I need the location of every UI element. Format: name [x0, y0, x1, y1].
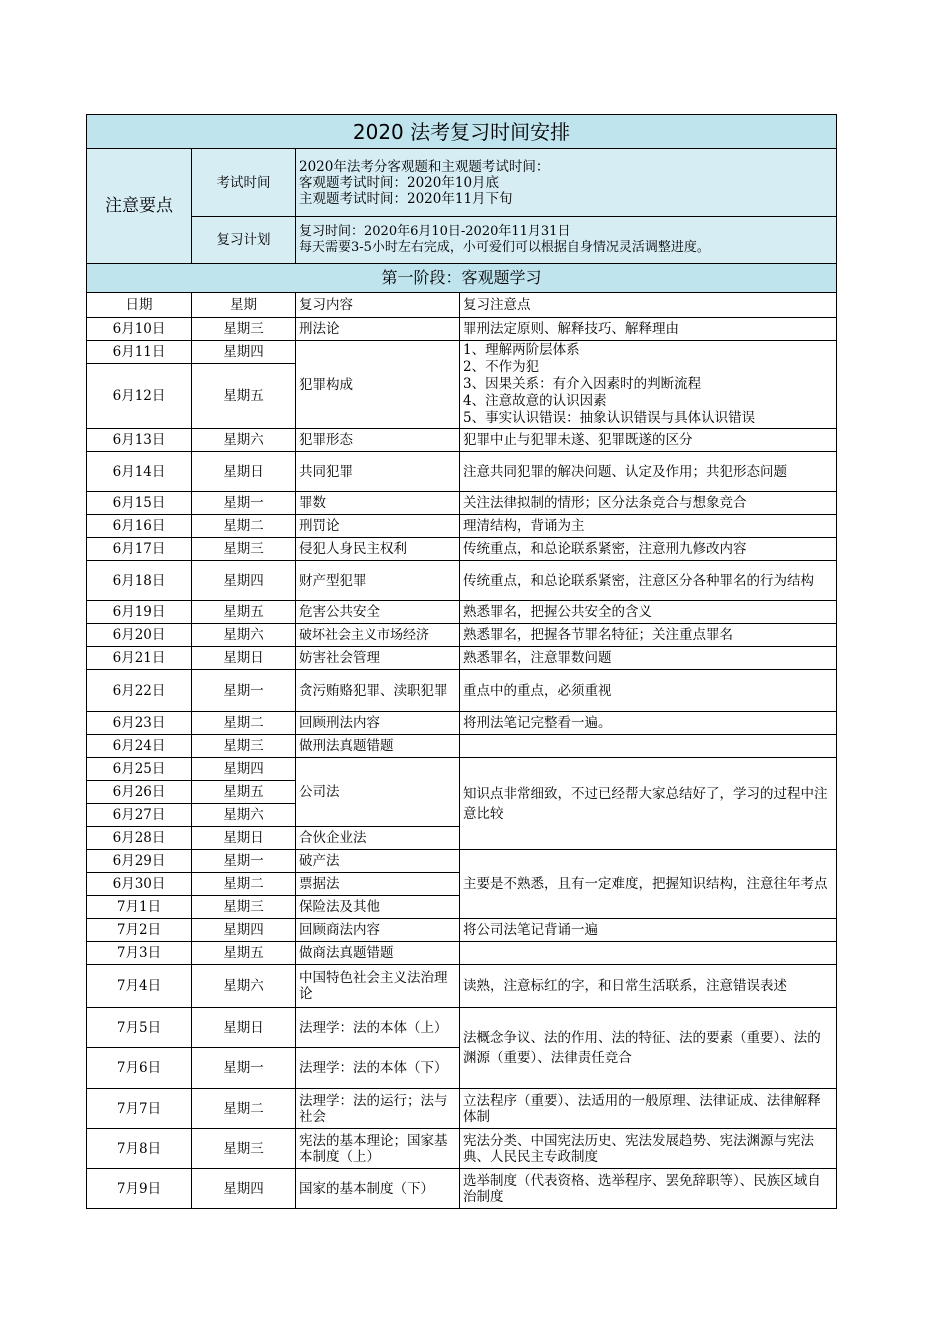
note-cell: 选举制度（代表资格、选举程序、罢免辞职等）、民族区域自治制度: [460, 1169, 837, 1209]
plan-line: 每天需要3-5小时左右完成，小可爱们可以根据自身情况灵活调整进度。: [299, 240, 710, 255]
date-cell: 6月26日: [87, 781, 192, 804]
note-cell: 理清结构，背诵为主: [460, 515, 837, 538]
date-cell: 7月7日: [87, 1089, 192, 1129]
note-cell: 1、理解两阶层体系 2、不作为犯 3、因果关系：有介入因素时的判断流程 4、注意故意的认识因素 5、事实认识错误：抽象认识错误与具体认识错误: [460, 341, 837, 429]
content-cell: 票据法: [296, 873, 460, 896]
date-cell: 7月4日: [87, 965, 192, 1008]
date-cell: 6月12日: [87, 364, 192, 429]
note-cell: 重点中的重点，必须重视: [460, 670, 837, 712]
weekday-cell: 星期六: [192, 429, 296, 452]
content-cell: 回顾刑法内容: [296, 712, 460, 735]
note-cell: 将刑法笔记完整看一遍。: [460, 712, 837, 735]
weekday-cell: 星期五: [192, 942, 296, 965]
notice-heading: 注意要点: [87, 149, 192, 264]
content-cell: 法理学：法的本体（下）: [296, 1048, 460, 1089]
weekday-cell: 星期五: [192, 781, 296, 804]
weekday-cell: 星期日: [192, 1008, 296, 1048]
weekday-cell: 星期日: [192, 452, 296, 492]
date-cell: 7月2日: [87, 919, 192, 942]
date-cell: 6月17日: [87, 538, 192, 561]
date-cell: 6月28日: [87, 827, 192, 850]
date-cell: 6月19日: [87, 601, 192, 624]
weekday-cell: 星期六: [192, 624, 296, 647]
note-cell: 传统重点，和总论联系紧密，注意刑九修改内容: [460, 538, 837, 561]
content-cell: 保险法及其他: [296, 896, 460, 919]
note-cell: 知识点非常细致，不过已经帮大家总结好了，学习的过程中注意比较: [460, 758, 837, 850]
date-cell: 6月18日: [87, 561, 192, 601]
note-cell: 关注法律拟制的情形；区分法条竞合与想象竞合: [460, 492, 837, 515]
content-cell: 罪数: [296, 492, 460, 515]
column-header-content: 复习内容: [296, 293, 460, 318]
content-cell: 破产法: [296, 850, 460, 873]
column-header-weekday: 星期: [192, 293, 296, 318]
date-cell: 6月15日: [87, 492, 192, 515]
date-cell: 6月14日: [87, 452, 192, 492]
exam-time-line: 2020年法考分客观题和主观题考试时间：: [299, 158, 550, 175]
note-cell: 熟悉罪名，注意罪数问题: [460, 647, 837, 670]
note-cell: 熟悉罪名，把握各节罪名特征；关注重点罪名: [460, 624, 837, 647]
note-cell: [460, 735, 837, 758]
column-header-date: 日期: [87, 293, 192, 318]
date-cell: 6月16日: [87, 515, 192, 538]
content-cell: 共同犯罪: [296, 452, 460, 492]
weekday-cell: 星期二: [192, 1089, 296, 1129]
date-cell: 6月20日: [87, 624, 192, 647]
date-cell: 6月11日: [87, 341, 192, 364]
content-cell: 财产型犯罪: [296, 561, 460, 601]
note-cell: 传统重点，和总论联系紧密，注意区分各种罪名的行为结构: [460, 561, 837, 601]
weekday-cell: 星期三: [192, 1129, 296, 1169]
content-cell: 刑罚论: [296, 515, 460, 538]
content-cell: 侵犯人身民主权利: [296, 538, 460, 561]
date-cell: 7月9日: [87, 1169, 192, 1209]
weekday-cell: 星期二: [192, 515, 296, 538]
weekday-cell: 星期六: [192, 965, 296, 1008]
content-cell: 法理学：法的本体（上）: [296, 1008, 460, 1048]
weekday-cell: 星期四: [192, 341, 296, 364]
note-cell: 熟悉罪名，把握公共安全的含义: [460, 601, 837, 624]
date-cell: 6月21日: [87, 647, 192, 670]
date-cell: 7月3日: [87, 942, 192, 965]
date-cell: 6月25日: [87, 758, 192, 781]
weekday-cell: 星期三: [192, 538, 296, 561]
date-cell: 7月6日: [87, 1048, 192, 1089]
content-cell: 妨害社会管理: [296, 647, 460, 670]
exam-time-line: 客观题考试时间：2020年10月底: [299, 174, 500, 191]
weekday-cell: 星期五: [192, 364, 296, 429]
exam-time-text: [296, 149, 837, 217]
date-cell: 7月1日: [87, 896, 192, 919]
weekday-cell: 星期五: [192, 601, 296, 624]
plan-line: 复习时间：2020年6月10日-2020年11月31日: [299, 224, 571, 239]
content-cell: 宪法的基本理论；国家基本制度（上）: [296, 1129, 460, 1169]
stage-heading: 第一阶段：客观题学习: [87, 264, 837, 293]
weekday-cell: 星期三: [192, 896, 296, 919]
note-cell: 将公司法笔记背诵一遍: [460, 919, 837, 942]
schedule-table: [86, 114, 837, 1209]
weekday-cell: 星期一: [192, 850, 296, 873]
plan-label: 复习计划: [192, 217, 296, 264]
note-cell: [460, 942, 837, 965]
weekday-cell: 星期四: [192, 1169, 296, 1209]
page-title: 2020 法考复习时间安排: [87, 115, 837, 149]
date-cell: 6月23日: [87, 712, 192, 735]
weekday-cell: 星期一: [192, 1048, 296, 1089]
content-cell: 破坏社会主义市场经济: [296, 624, 460, 647]
weekday-cell: 星期六: [192, 804, 296, 827]
date-cell: 6月30日: [87, 873, 192, 896]
date-cell: 6月24日: [87, 735, 192, 758]
date-cell: 7月5日: [87, 1008, 192, 1048]
exam-time-line: 主观题考试时间：2020年11月下旬: [299, 190, 513, 207]
weekday-cell: 星期二: [192, 712, 296, 735]
note-cell: 法概念争议、法的作用、法的特征、法的要素（重要）、法的渊源（重要）、法律责任竞合: [460, 1008, 837, 1089]
plan-text: [296, 217, 837, 264]
note-cell: 罪刑法定原则、解释技巧、解释理由: [460, 318, 837, 341]
note-cell: 犯罪中止与犯罪未遂、犯罪既遂的区分: [460, 429, 837, 452]
content-cell: 刑法论: [296, 318, 460, 341]
content-cell: 合伙企业法: [296, 827, 460, 850]
weekday-cell: 星期一: [192, 492, 296, 515]
weekday-cell: 星期一: [192, 670, 296, 712]
weekday-cell: 星期四: [192, 561, 296, 601]
content-cell: 法理学：法的运行；法与社会: [296, 1089, 460, 1129]
schedule-sheet: [86, 114, 836, 1209]
content-cell: 犯罪形态: [296, 429, 460, 452]
weekday-cell: 星期四: [192, 758, 296, 781]
content-cell: 国家的基本制度（下）: [296, 1169, 460, 1209]
weekday-cell: 星期四: [192, 919, 296, 942]
content-cell: 中国特色社会主义法治理论: [296, 965, 460, 1008]
weekday-cell: 星期二: [192, 873, 296, 896]
date-cell: 6月22日: [87, 670, 192, 712]
note-cell: 读熟，注意标红的字，和日常生活联系，注意错误表述: [460, 965, 837, 1008]
exam-time-label: 考试时间: [192, 149, 296, 217]
content-cell: 危害公共安全: [296, 601, 460, 624]
weekday-cell: 星期日: [192, 827, 296, 850]
note-cell: 主要是不熟悉，且有一定难度，把握知识结构，注意往年考点: [460, 850, 837, 919]
column-header-note: 复习注意点: [460, 293, 837, 318]
content-cell: 回顾商法内容: [296, 919, 460, 942]
date-cell: 6月29日: [87, 850, 192, 873]
date-cell: 6月13日: [87, 429, 192, 452]
content-cell: 公司法: [296, 758, 460, 827]
note-cell: 宪法分类、中国宪法历史、宪法发展趋势、宪法渊源与宪法典、人民民主专政制度: [460, 1129, 837, 1169]
note-cell: 注意共同犯罪的解决问题、认定及作用；共犯形态问题: [460, 452, 837, 492]
content-cell: 贪污贿赂犯罪、渎职犯罪: [296, 670, 460, 712]
content-cell: 做商法真题错题: [296, 942, 460, 965]
weekday-cell: 星期三: [192, 735, 296, 758]
date-cell: 7月8日: [87, 1129, 192, 1169]
content-cell: 犯罪构成: [296, 341, 460, 429]
note-cell: 立法程序（重要）、法适用的一般原理、法律证成、法律解释体制: [460, 1089, 837, 1129]
weekday-cell: 星期三: [192, 318, 296, 341]
date-cell: 6月10日: [87, 318, 192, 341]
date-cell: 6月27日: [87, 804, 192, 827]
content-cell: 做刑法真题错题: [296, 735, 460, 758]
weekday-cell: 星期日: [192, 647, 296, 670]
